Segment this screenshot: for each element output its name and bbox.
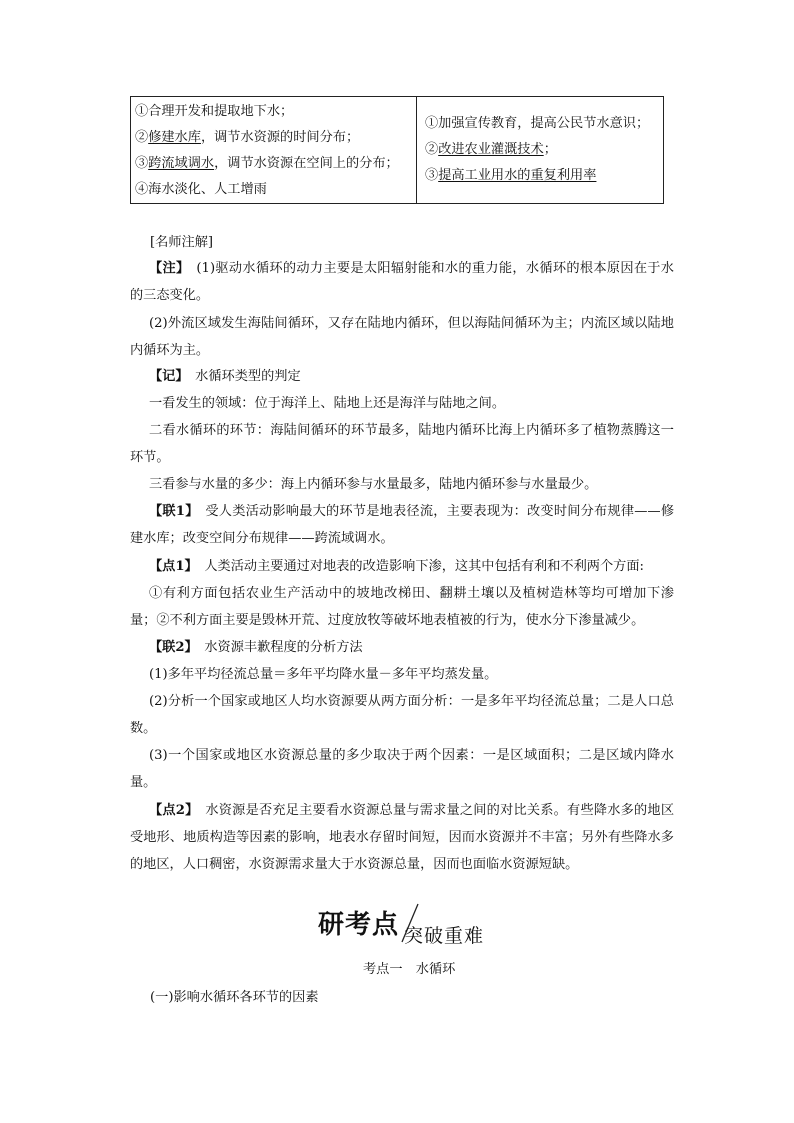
table-line: ②修建水库，调节水资源的时间分布； [135, 130, 360, 145]
note-paragraph: (2)外流区域发生海陆间循环，又存在陆地内循环，但以海陆间循环为主；内流区域以陆地内循环为主。 [130, 316, 674, 358]
table-line: ③提高工业用水的重复利用率 [425, 168, 597, 183]
note-paragraph: 二看水循环的环节：海陆间循环的环节最多，陆地内循环比海上内循环多了植物蒸腾这一环节。 [130, 423, 674, 465]
note-paragraph: 一看发生的领域：位于海洋上、陆地上还是海洋与陆地之间。 [149, 396, 506, 411]
table-line: ③跨流域调水，调节水资源在空间上的分布； [135, 156, 399, 171]
section-banner [318, 904, 508, 948]
table-line: ①合理开发和提取地下水； [135, 104, 294, 119]
table-line: ④海水淡化、人工增雨 [135, 182, 267, 197]
banner-sub-text: 突破重难 [404, 925, 485, 947]
note-paragraph: 【联2】 水资源丰歉程度的分析方法 [149, 640, 363, 655]
note-paragraph: 【记】 水循环类型的判定 [149, 369, 301, 384]
note-paragraph: 【注】 (1)驱动水循环的动力主要是太阳辐射能和水的重力能，水循环的根本原因在于水的三态变化。 [130, 261, 674, 303]
banner-main-text: 研考点 [318, 910, 400, 940]
table-line: ②改进农业灌溉技术； [425, 142, 557, 157]
subsection-title: (一)影响水循环各环节的因素 [150, 990, 319, 1005]
note-paragraph: (1)多年平均径流总量＝多年平均降水量－多年平均蒸发量。 [149, 667, 498, 682]
note-paragraph: 三看参与水量的多少：海上内循环参与水量最多，陆地内循环参与水量最少。 [149, 477, 598, 492]
table-cell-saving-measures [417, 97, 663, 203]
table-cell-supply-measures [131, 97, 417, 203]
kaodian-title: 考点一 水循环 [363, 962, 456, 977]
note-paragraph: 【联1】 受人类活动影响最大的环节是地表径流，主要表现为：改变时间分布规律——修建水库；改变空间分布规律——跨流域调水。 [130, 504, 675, 546]
note-paragraph: 【点1】 人类活动主要通过对地表的改造影响下渗，这其中包括有利和不利两个方面: [149, 559, 644, 574]
table-line: ①加强宣传教育，提高公民节水意识； [425, 116, 650, 131]
note-paragraph: (2)分析一个国家或地区人均水资源要从两方面分析：一是多年平均径流总量；二是人口总数。 [130, 694, 674, 736]
section-title: [名师注解] [150, 235, 214, 250]
note-paragraph: ①有利方面包括农业生产活动中的坡地改梯田、翻耕土壤以及植树造林等均可增加下渗量；②不利方面主要是毁林开荒、过度放牧等破坏地表植被的行为，使水分下渗量减少。 [130, 586, 674, 628]
measures-table [130, 96, 664, 204]
note-paragraph: (3)一个国家或地区水资源总量的多少取决于两个因素：一是区域面积；二是区域内降水量。 [130, 748, 674, 790]
note-paragraph: 【点2】 水资源是否充足主要看水资源总量与需求量之间的对比关系。有些降水多的地区受地形、地质构造等因素的影响，地表水存留时间短，因而水资源并不丰富；另外有些降水多的地区，人口稠密，水资源需求量大于水资源总量，因而也面临水资源短缺。 [130, 803, 675, 872]
